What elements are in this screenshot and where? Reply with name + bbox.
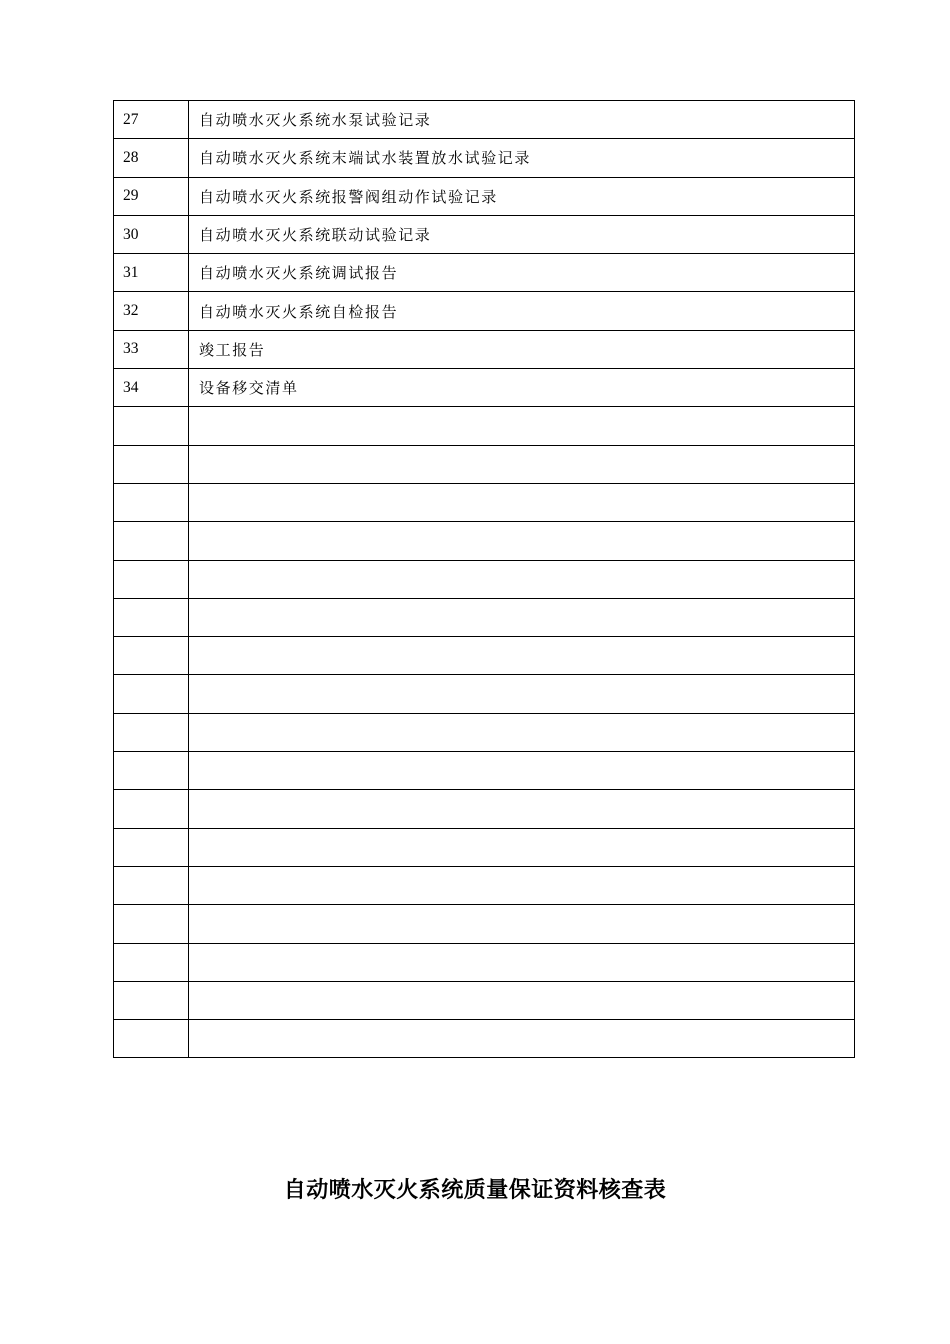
record-name-cell: [189, 445, 855, 483]
table-row: [114, 445, 855, 483]
row-number-cell: 32: [114, 292, 189, 330]
table-row: [114, 483, 855, 521]
row-number-cell: [114, 790, 189, 828]
row-number-cell: [114, 752, 189, 790]
row-number-cell: [114, 981, 189, 1019]
record-name-cell: 自动喷水灭火系统报警阀组动作试验记录: [189, 177, 855, 215]
table-row: [114, 560, 855, 598]
row-number-cell: [114, 407, 189, 445]
table-row: [114, 981, 855, 1019]
table-row: [114, 369, 855, 407]
record-name-cell: 竣工报告: [189, 330, 855, 368]
record-name-cell: [189, 675, 855, 713]
row-number-cell: [114, 483, 189, 521]
record-name-cell: [189, 1020, 855, 1058]
record-name-cell: [189, 598, 855, 636]
table-row: [114, 598, 855, 636]
record-name-cell: [189, 522, 855, 560]
table-row: [114, 790, 855, 828]
row-number-cell: 28: [114, 139, 189, 177]
row-number-cell: [114, 866, 189, 904]
table-row: [114, 637, 855, 675]
row-number-cell: [114, 905, 189, 943]
record-name-cell: [189, 943, 855, 981]
row-number-cell: [114, 943, 189, 981]
row-number-cell: [114, 560, 189, 598]
record-name-cell: [189, 407, 855, 445]
record-name-cell: [189, 560, 855, 598]
record-name-cell: 自动喷水灭火系统联动试验记录: [189, 215, 855, 253]
table-row: [114, 292, 855, 330]
row-number-cell: [114, 637, 189, 675]
record-name-cell: [189, 713, 855, 751]
record-name-cell: [189, 790, 855, 828]
table-row: [114, 254, 855, 292]
table-row: [114, 1020, 855, 1058]
record-name-cell: [189, 483, 855, 521]
row-number-cell: 31: [114, 254, 189, 292]
row-number-cell: [114, 828, 189, 866]
table-row: [114, 866, 855, 904]
row-number-cell: [114, 445, 189, 483]
record-name-cell: [189, 866, 855, 904]
records-table: [113, 100, 855, 1058]
records-table-body: [114, 101, 855, 1058]
record-name-cell: 设备移交清单: [189, 369, 855, 407]
row-number-cell: 29: [114, 177, 189, 215]
row-number-cell: [114, 675, 189, 713]
record-name-cell: 自动喷水灭火系统水泵试验记录: [189, 101, 855, 139]
table-row: [114, 675, 855, 713]
table-row: [114, 713, 855, 751]
table-row: [114, 177, 855, 215]
record-name-cell: [189, 981, 855, 1019]
table-row: [114, 330, 855, 368]
table-row: [114, 522, 855, 560]
table-row: [114, 905, 855, 943]
row-number-cell: [114, 1020, 189, 1058]
record-name-cell: [189, 637, 855, 675]
row-number-cell: [114, 598, 189, 636]
row-number-cell: [114, 713, 189, 751]
table-row: [114, 139, 855, 177]
row-number-cell: 27: [114, 101, 189, 139]
table-row: [114, 752, 855, 790]
row-number-cell: 33: [114, 330, 189, 368]
document-title: 自动喷水灭火系统质量保证资料核查表: [283, 1178, 667, 1203]
record-name-cell: 自动喷水灭火系统自检报告: [189, 292, 855, 330]
row-number-cell: 30: [114, 215, 189, 253]
record-name-cell: [189, 905, 855, 943]
table-row: [114, 215, 855, 253]
table-row: [114, 407, 855, 445]
record-name-cell: 自动喷水灭火系统末端试水装置放水试验记录: [189, 139, 855, 177]
table-row: [114, 828, 855, 866]
table-row: [114, 101, 855, 139]
record-name-cell: [189, 828, 855, 866]
record-name-cell: 自动喷水灭火系统调试报告: [189, 254, 855, 292]
table-row: [114, 943, 855, 981]
record-name-cell: [189, 752, 855, 790]
row-number-cell: [114, 522, 189, 560]
row-number-cell: 34: [114, 369, 189, 407]
